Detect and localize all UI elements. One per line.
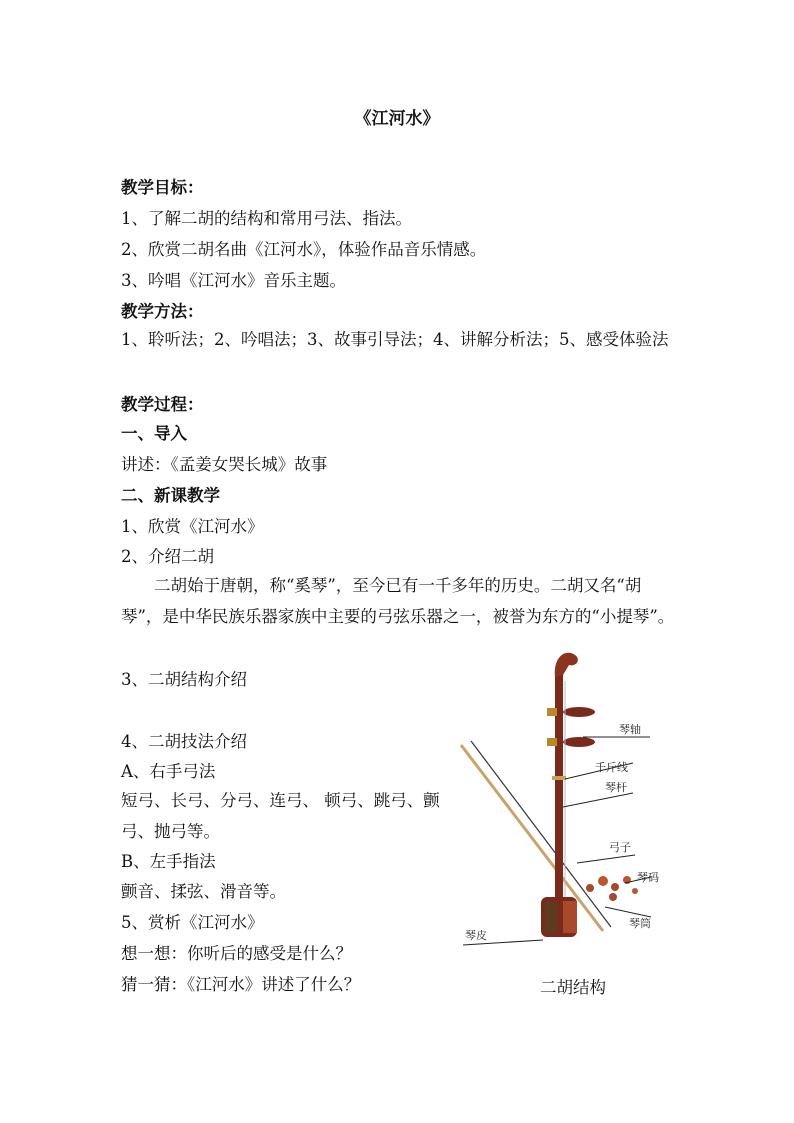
bowing-techniques-text: 短弓、长弓、分弓、连弓、 顿弓、跳弓、颤弓、抛弓等。 — [121, 791, 440, 841]
lesson-item-introduce-erhu: 2、介绍二胡 — [121, 547, 214, 566]
figure-caption: 二胡结构 — [540, 978, 606, 997]
lesson-item-analyze: 5、赏析《江河水》 — [121, 913, 264, 932]
lesson-item-structure: 3、二胡结构介绍 — [121, 670, 247, 689]
fingering-techniques-text: 颤音、揉弦、滑音等。 — [121, 882, 286, 901]
right-hand-bowing-heading: A、右手弓法 — [121, 762, 216, 781]
label-qinma: 琴码 — [637, 871, 659, 884]
question-guess: 猜一猜：《江河水》讲述了什么？ — [121, 975, 361, 994]
bridge-pieces — [586, 876, 638, 901]
goal-item: 1、了解二胡的结构和常用弓法、指法。 — [121, 209, 412, 228]
erhu-structure-illustration — [455, 645, 673, 950]
goals-heading: 教学目标： — [121, 178, 204, 197]
label-qinzhou: 琴轴 — [619, 723, 641, 736]
lesson-item-appreciate: 1、欣赏《江河水》 — [121, 517, 264, 536]
label-qinpi: 琴皮 — [465, 929, 487, 942]
label-qianjinxian: 千斤线 — [595, 761, 628, 774]
label-gongzi: 弓子 — [609, 841, 631, 854]
process-heading: 教学过程： — [121, 395, 204, 414]
bow-hair — [471, 741, 611, 927]
methods-text: 1、聆听法；2、吟唱法；3、故事引导法；4、讲解分析法；5、感受体验法 — [121, 330, 669, 349]
lesson-item-techniques: 4、二胡技法介绍 — [121, 732, 247, 751]
tuning-pegs — [547, 707, 595, 747]
section-intro-text: 讲述：《孟姜女哭长城》故事 — [121, 455, 328, 474]
qianjin-loop — [552, 776, 566, 780]
section-intro-heading: 一、导入 — [121, 424, 187, 443]
erhu-intro-paragraph: 二胡始于唐朝，称“奚琴”，至今已有一千多年的历史。二胡又名“胡琴”，是中华民族乐器家族中主要的弓弦乐器之一，被誉为东方的“小提琴”。 — [121, 576, 675, 626]
label-qintong: 琴筒 — [629, 917, 651, 930]
label-qingan: 琴杆 — [605, 781, 627, 794]
methods-heading: 教学方法： — [121, 302, 204, 321]
page-title: 《江河水》 — [354, 109, 440, 129]
left-hand-fingering-heading: B、左手指法 — [121, 852, 216, 871]
bow-stick — [461, 745, 603, 931]
erhu-soundbox — [541, 897, 577, 937]
goal-item: 2、欣赏二胡名曲《江河水》，体验作品音乐情感。 — [121, 240, 487, 259]
erhu-scroll — [555, 653, 578, 677]
section-new-lesson-heading: 二、新课教学 — [121, 486, 220, 505]
question-think: 想一想：你听后的感受是什么？ — [121, 944, 352, 963]
goal-item: 3、吟唱《江河水》音乐主题。 — [121, 271, 346, 290]
